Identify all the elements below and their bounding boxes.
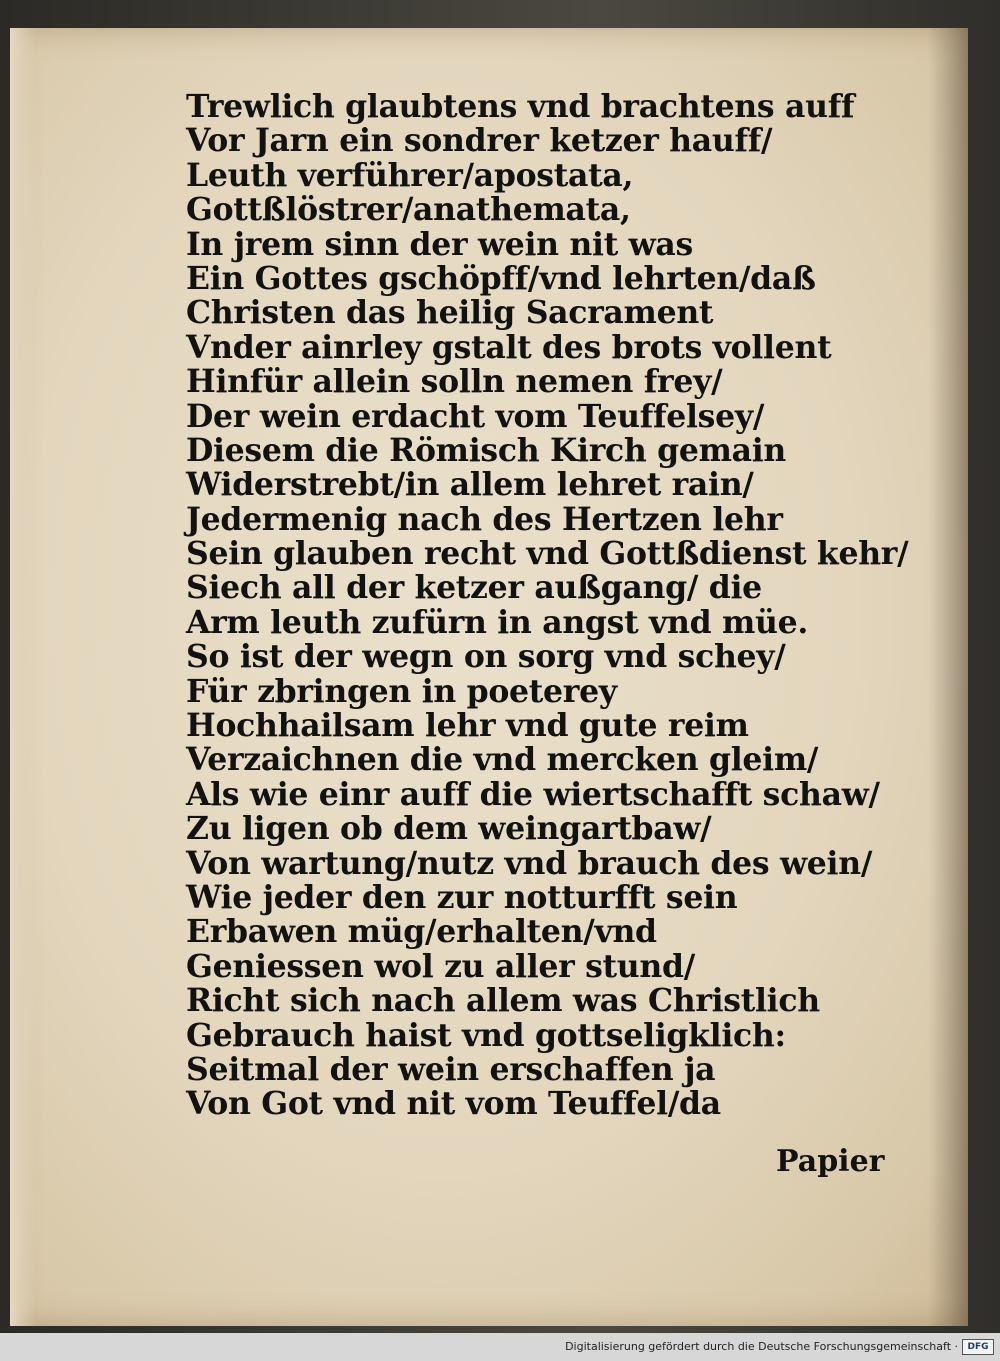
verse-line: Gottßlöstrer/anathemata, — [186, 191, 631, 229]
verse-line: Sein glauben recht vnd Gottßdienst kehr/ — [186, 535, 909, 573]
verse-line: Vor Jarn ein sondrer ketzer hauff/ — [186, 122, 773, 160]
verse-line: In jrem sinn der wein nit was — [186, 225, 693, 263]
verse-line: Gebrauch haist vnd gottseligklich: — [186, 1016, 786, 1054]
funding-credit: Digitalisierung gefördert durch die Deutsche Forschungsgemeinschaft · — [565, 1340, 958, 1353]
catchword: Papier — [776, 1144, 885, 1179]
verse-line: Erbawen müg/erhalten/vnd — [186, 913, 657, 951]
verse-line: Geniessen wol zu aller stund/ — [186, 947, 695, 985]
verse-line: Siech all der ketzer außgang/ die — [186, 569, 762, 607]
verse-line: Jedermenig nach des Hertzen lehr — [186, 500, 783, 538]
verse-line: Von Got vnd nit vom Teuffel/da — [186, 1085, 721, 1123]
verse-line: Christen das heilig Sacrament — [186, 294, 714, 332]
verse-line: Richt sich nach allem was Christlich — [186, 982, 820, 1020]
verse-line: Als wie einr auff die wiertschafft schaw/ — [186, 775, 880, 813]
verse-line: Ein Gottes gschöpff/vnd lehrten/daß — [186, 259, 816, 297]
verse-line: Leuth verführer/apostata, — [186, 156, 634, 194]
verse-line: Zu ligen ob dem weingartbaw/ — [186, 810, 712, 848]
verse-line: Diesem die Römisch Kirch gemain — [186, 431, 787, 469]
verse-line: Für zbringen in poeterey — [186, 672, 617, 710]
verse-line: Hochhailsam lehr vnd gute reim — [186, 707, 749, 745]
verse-line: Wie jeder den zur notturfft sein — [186, 878, 738, 916]
verse-line: Von wartung/nutz vnd brauch des wein/ — [186, 844, 873, 882]
verse-line: Trewlich glaubtens vnd brachtens auff — [186, 88, 855, 125]
verse-line: Widerstrebt/in allem lehret rain/ — [186, 466, 754, 504]
verse-line: Hinfür allein solln nemen frey/ — [186, 363, 723, 401]
verse-line: Vnder ainrley gstalt des brots vollent — [186, 328, 832, 366]
verse-line: Seitmal der wein erschaffen ja — [186, 1050, 716, 1088]
verse-line: Verzaichnen die vnd mercken gleim/ — [186, 741, 819, 779]
verse-text-block — [186, 88, 909, 1123]
verse-line: So ist der wegn on sorg vnd schey/ — [186, 638, 786, 676]
verse-line: Arm leuth zufürn in angst vnd müe. — [186, 603, 809, 641]
dfg-logo: DFG — [962, 1339, 994, 1355]
verse-line: Der wein erdacht vom Teuffelsey/ — [186, 397, 765, 435]
page-gutter — [10, 28, 36, 1326]
